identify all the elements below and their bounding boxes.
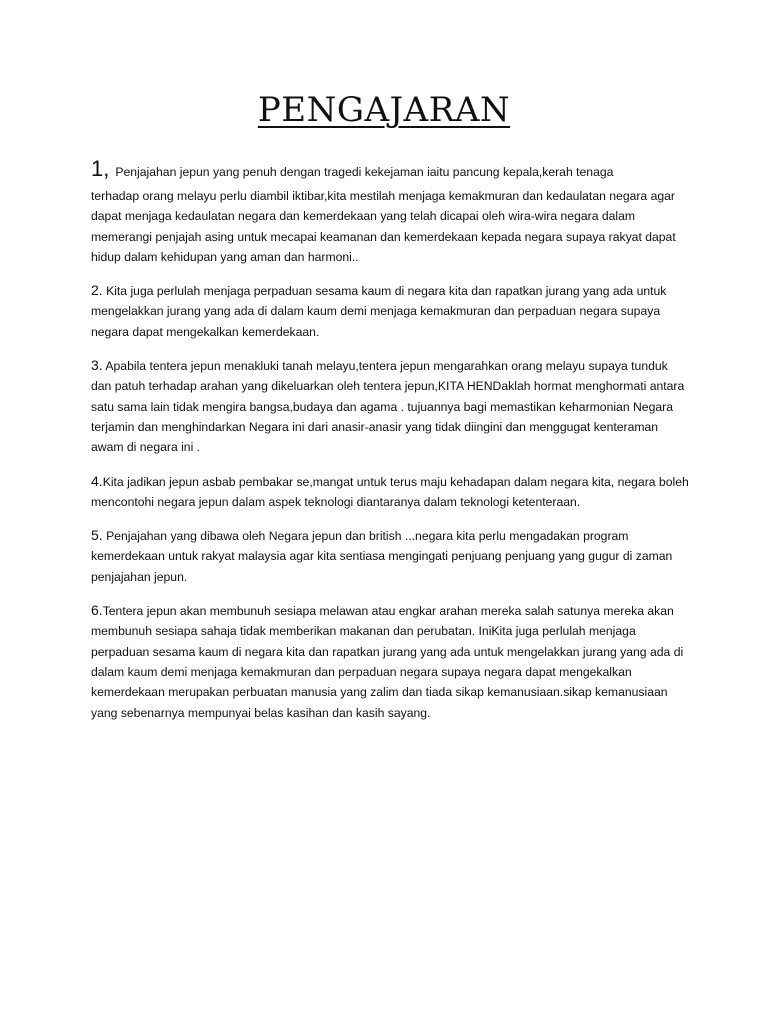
paragraph-2: [91, 280, 691, 342]
paragraph-number: 6.: [91, 602, 103, 619]
paragraph-text: Kita juga perlulah menjaga perpaduan sesama kaum di negara kita dan rapatkan jurang yang ada untuk mengelakkan jurang yang ada di dalam kaum demi menjaga kemakmuran dan perpaduan negara supaya negara dapat mengekalkan kemerdekaan.: [91, 284, 667, 339]
document-body: [91, 158, 691, 736]
paragraph-text: Apabila tentera jepun menakluki tanah melayu,tentera jepun mengarahkan orang melayu supaya tunduk dan patuh terhadap arahan yang dikeluarkan oleh tentera jepun,KITA HENDaklah hormat menghormati antara satu sama lain tidak mengira bangsa,budaya dan agama . tujuannya bagi memastikan keharmonian Negara terjamin dan menghindarkan Negara ini dari anasir-anasir yang tidak diingini dan menggugat kenteraman awam di negara ini .: [91, 359, 685, 455]
paragraph-6: [91, 600, 691, 723]
paragraph-number: 5.: [91, 527, 103, 544]
paragraph-number: 1,: [91, 156, 110, 181]
paragraph-number: 3.: [91, 357, 103, 374]
paragraph-number: 4.: [91, 472, 103, 489]
paragraph-number: 2.: [91, 282, 103, 299]
paragraph-text: terhadap orang melayu perlu diambil iktibar,kita mestilah menjaga kemakmuran dan kedaulatan negara agar dapat menjaga kedaulatan negara dan kemerdekaan yang telah dicapai oleh wira-wira negara dalam memerangi penjajah asing untuk mecapai keamanan dan kemerdekaan kepada negara supaya rakyat dapat hidup dalam kehidupan yang aman dan harmoni..: [91, 189, 676, 264]
paragraph-1: [91, 158, 691, 267]
paragraph-text: Penjajahan jepun yang penuh dengan tragedi kekejaman iaitu pancung kepala,kerah tenaga: [115, 165, 614, 179]
page-title-text: PENGAJARAN: [257, 90, 511, 130]
paragraph-5: [91, 525, 691, 587]
paragraph-3: [91, 355, 691, 457]
paragraph-text: Kita jadikan jepun asbab pembakar se,mangat untuk terus maju kehadapan dalam negara kita, negara boleh mencontohi negara jepun dalam aspek teknologi diantaranya dalam teknologi ketenteraan.: [91, 474, 689, 509]
page-title: [0, 90, 768, 130]
paragraph-4: [91, 471, 691, 513]
paragraph-text: Penjajahan yang dibawa oleh Negara jepun dan british ...negara kita perlu mengadakan program kemerdekaan untuk rakyat malaysia agar kita sentiasa mengingati penjuang penjuang yang gugur di zaman penjajahan jepun.: [91, 529, 673, 584]
paragraph-1-first-line: [91, 158, 691, 186]
paragraph-text: Tentera jepun akan membunuh sesiapa melawan atau engkar arahan mereka salah satunya mereka akan membunuh sesiapa sahaja tidak memberikan makanan dan perubatan. IniKita juga perlulah menjaga perpaduan sesama kaum di negara kita dan rapatkan jurang yang ada untuk mengelakkan jurang yang ada di dalam kaum demi menjaga kemakmuran dan perpaduan negara supaya negara dapat mengekalkan kemerdekaan merupakan perbuatan manusia yang zalim dan tiada sikap kemanusiaan.sikap kemanusiaan yang sebenarnya mempunyai belas kasihan dan kasih sayang.: [91, 604, 684, 720]
